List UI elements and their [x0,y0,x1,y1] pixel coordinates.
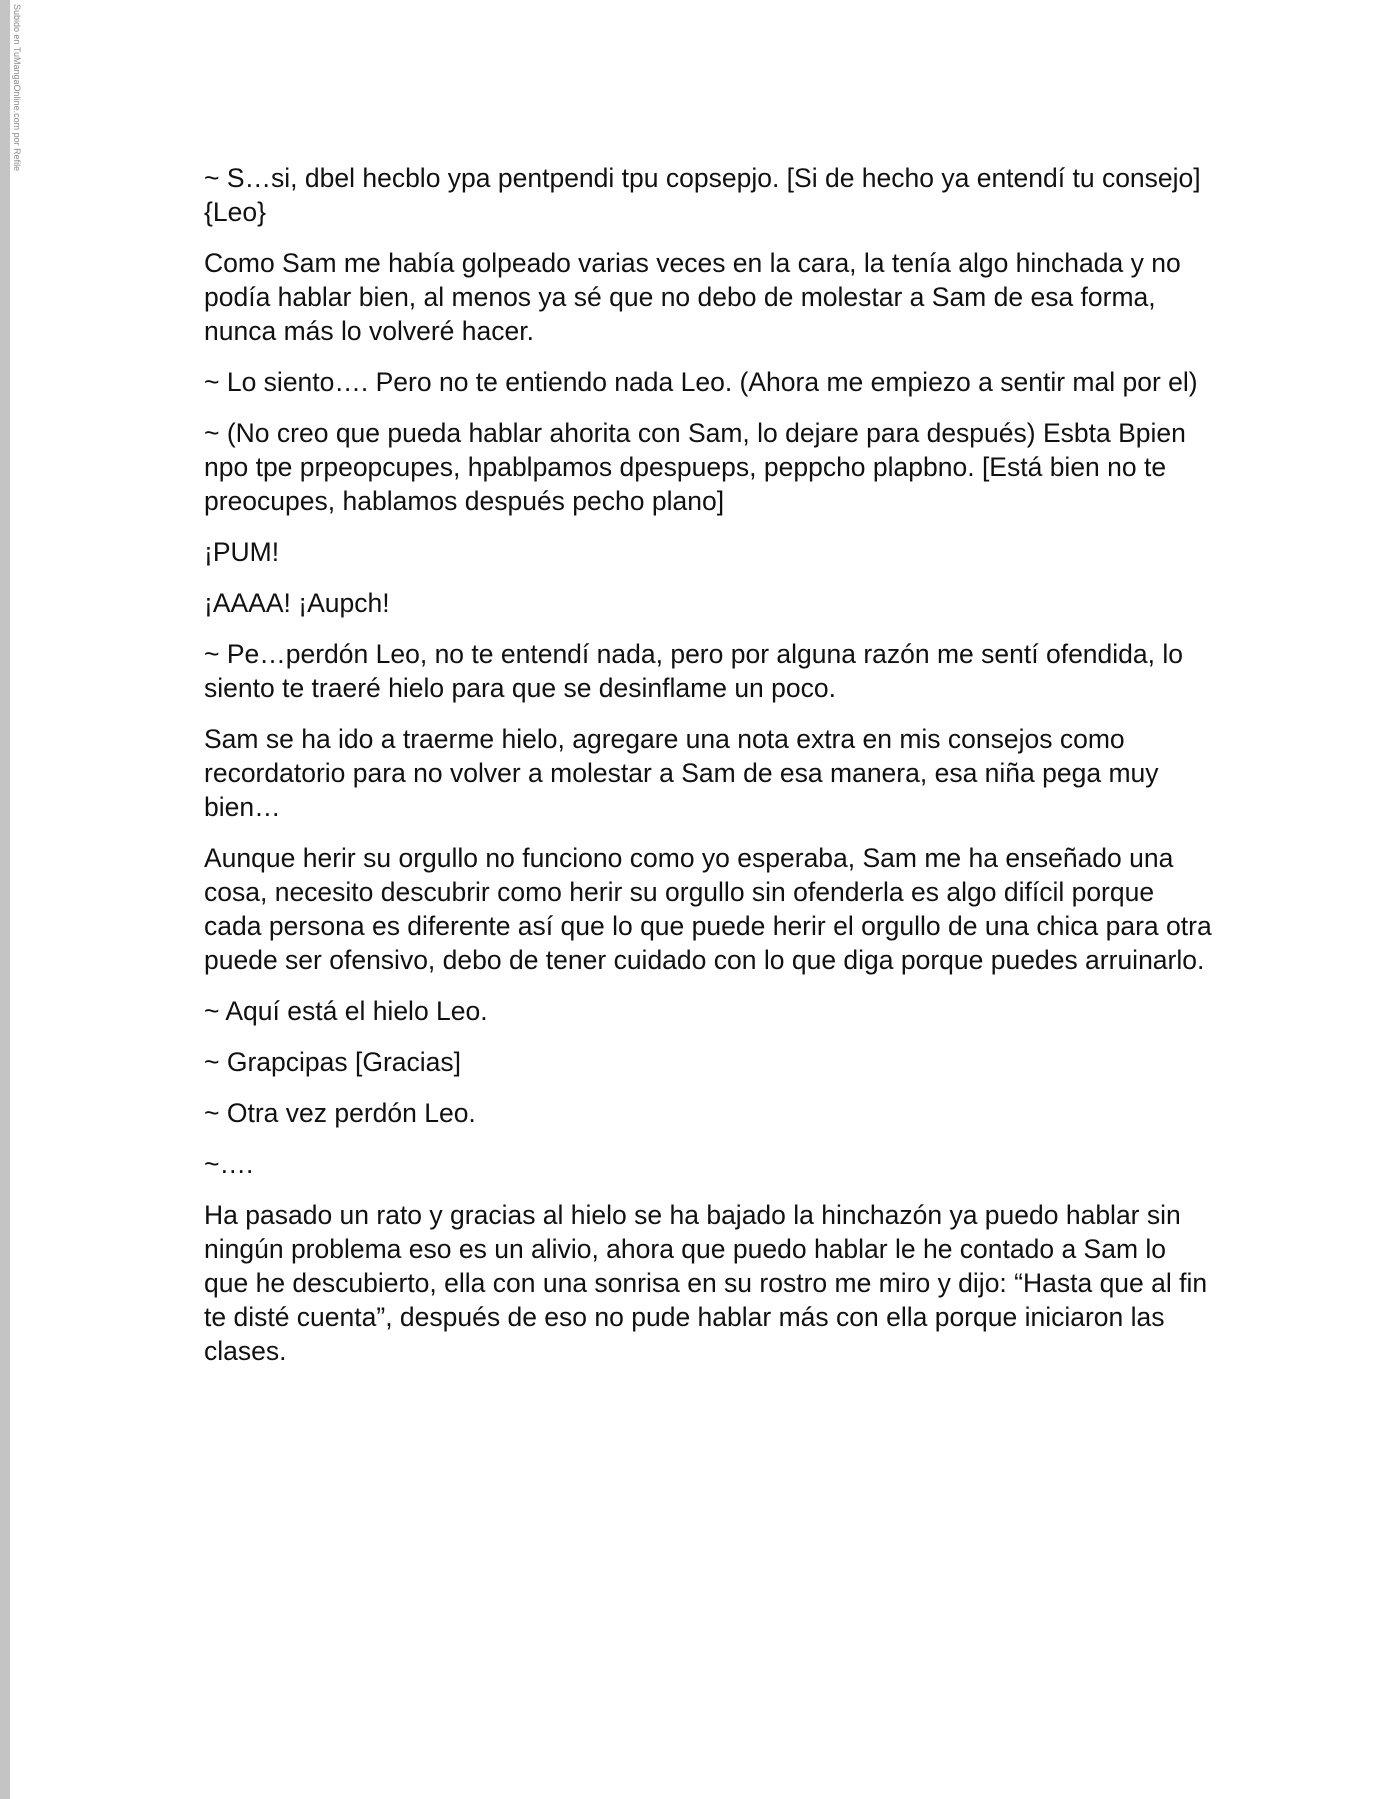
left-margin-strip [0,0,10,1799]
paragraph-14: Ha pasado un rato y gracias al hielo se ha bajado la hinchazón ya puedo hablar sin ningún problema eso es un alivio, ahora que puedo hablar le he contado a Sam lo que he descubierto, ella con una sonrisa en su rostro me miro y dijo: “Hasta que al fin te disté cuenta”, después de eso no pude hablar más con ella porque iniciaron las clases. [204,1200,1208,1366]
paragraph-5: ¡PUM! [204,537,280,567]
document-body [204,161,1214,1385]
paragraph-4: ~ (No creo que pueda hablar ahorita con Sam, lo dejare para después) Esbta Bpien npo tpe prpeopcupes, hpablpamos dpespueps, peppcho plapbno. [Está bien no te preocupes, hablamos después pecho plano] [204,418,1186,516]
paragraph-1: ~ S…si, dbel hecblo ypa pentpendi tpu copsepjo. [Si de hecho ya entendí tu consejo] {Leo} [204,163,1201,227]
paragraph-6: ¡AAAA! ¡Aupch! [204,588,390,618]
paragraph-12: ~ Otra vez perdón Leo. [204,1098,476,1128]
paragraph-3: ~ Lo siento…. Pero no te entiendo nada Leo. (Ahora me empiezo a sentir mal por el) [204,367,1198,397]
paragraph-10: ~ Aquí está el hielo Leo. [204,996,488,1026]
upload-watermark: Subido en TuMangaOnline.com por Refile [12,4,22,172]
paragraph-13: ~…. [204,1149,254,1179]
paragraph-7: ~ Pe…perdón Leo, no te entendí nada, pero por alguna razón me sentí ofendida, lo siento te traeré hielo para que se desinflame un poco. [204,639,1183,703]
paragraph-9: Aunque herir su orgullo no funciono como yo esperaba, Sam me ha enseñado una cosa, necesito descubrir como herir su orgullo sin ofenderla es algo difícil porque cada persona es diferente así que lo que puede herir el orgullo de una chica para otra puede ser ofensivo, debo de tener cuidado con lo que diga porque puedes arruinarlo. [204,843,1212,975]
paragraph-8: Sam se ha ido a traerme hielo, agregare una nota extra en mis consejos como recordatorio para no volver a molestar a Sam de esa manera, esa niña pega muy bien… [204,724,1159,822]
paragraph-11: ~ Grapcipas [Gracias] [204,1047,462,1077]
paragraph-2: Como Sam me había golpeado varias veces en la cara, la tenía algo hinchada y no podía hablar bien, al menos ya sé que no debo de molestar a Sam de esa forma, nunca más lo volveré hacer. [204,248,1181,346]
